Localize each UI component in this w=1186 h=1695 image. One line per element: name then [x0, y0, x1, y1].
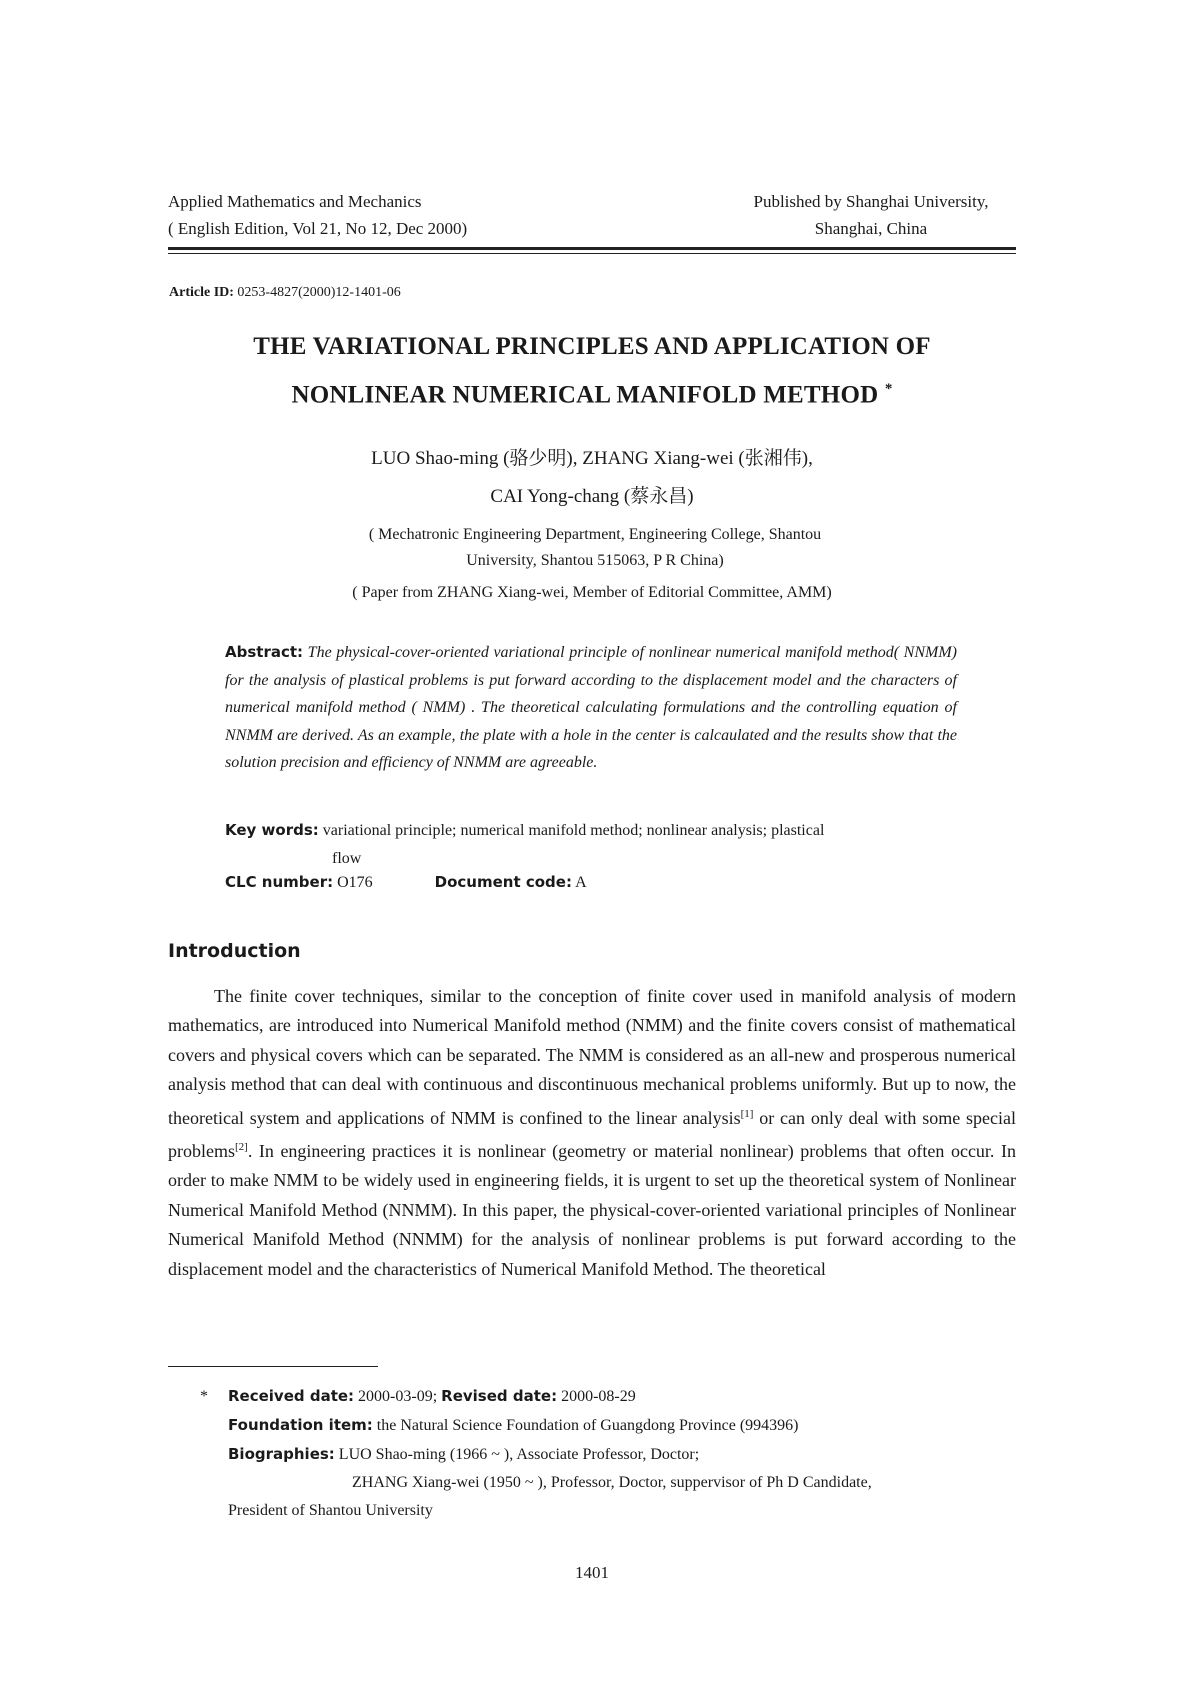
footnote-star: *: [200, 1388, 208, 1405]
abstract: [225, 639, 957, 777]
publisher-location: Shanghai, China: [814, 219, 928, 238]
footnote: [200, 1382, 1016, 1525]
authors-line-1: LUO Shao-ming (骆少明), ZHANG Xiang-wei (张湘伟),: [371, 448, 813, 469]
keywords-line-2: flow: [332, 850, 362, 867]
header-rule-thin: [168, 253, 1016, 254]
paper-title: [168, 325, 1016, 416]
intro-text-part-2: or can only deal with some special problems: [168, 1107, 1016, 1162]
keywords-line-1: variational principle; numerical manifold method; nonlinear analysis; plastical: [322, 822, 825, 839]
title-line-2: NONLINEAR NUMERICAL MANIFOLD METHOD: [291, 381, 879, 409]
citation-2: [2]: [235, 1141, 248, 1154]
authors-line-2: CAI Yong-chang (蔡永昌): [490, 486, 694, 507]
article-id-label: Article ID:: [169, 285, 234, 300]
section-heading-introduction: Introduction: [168, 940, 301, 962]
introduction-paragraph: [168, 982, 1016, 1284]
revised-label: Revised date:: [441, 1387, 558, 1405]
received-label: Received date:: [228, 1387, 355, 1405]
author-list: [168, 440, 1016, 516]
keywords-label: Key words:: [225, 821, 319, 839]
intro-text-part-3: . In engineering practices it is nonlinear (geometry or material nonlinear) problems that often occur. In order to make NMM to be widely used in engineering fields, it is urgent to set up the theoretical system of Nonlinear Numerical Manifold Method (NNMM). In this paper, the physical-cover-oriented variational principles of Nonlinear Numerical Manifold Method (NNMM) for the analysis of nonlinear problems is put forward according to the displacement model and the characteristics of Numerical Manifold Method. The theoretical: [168, 1141, 1016, 1279]
classification: [225, 873, 587, 892]
page-number: 1401: [575, 1563, 609, 1582]
affiliation-line-2: University, Shantou 515063, P R China): [466, 552, 724, 569]
footnote-rule: [168, 1366, 378, 1367]
journal-name: Applied Mathematics and Mechanics: [168, 192, 422, 211]
title-line-1: THE VARIATIONAL PRINCIPLES AND APPLICATION OF: [253, 333, 931, 360]
document-code-label: Document code:: [434, 873, 572, 891]
intro-text-part-1: The finite cover techniques, similar to the conception of finite cover used in manifold analysis of modern mathematics, are introduced into Numerical Manifold method (NMM) and the finite covers consist of mathematical covers and physical covers which can be separated. The NMM is considered as an all-new and prosperous numerical analysis method that can deal with continuous and discontinuous mechanical problems uniformly. But up to now, the theoretical system and applications of NMM is confined to the linear analysis: [168, 986, 1016, 1128]
received-date: 2000-03-09;: [358, 1388, 438, 1405]
clc-label: CLC number:: [225, 873, 334, 891]
introduction-body: [168, 982, 1016, 1284]
foundation-text: the Natural Science Foundation of Guangdong Province (994396): [376, 1417, 799, 1434]
journal-issue: ( English Edition, Vol 21, No 12, Dec 2000): [168, 219, 468, 238]
affiliation-line-1: ( Mechatronic Engineering Department, Engineering College, Shantou: [368, 526, 822, 543]
biography-2: ZHANG Xiang-wei (1950 ~ ), Professor, Doctor, suppervisor of Ph D Candidate,: [352, 1474, 872, 1491]
biography-1: LUO Shao-ming (1966 ~ ), Associate Professor, Doctor;: [338, 1446, 700, 1463]
document-code-value: A: [575, 874, 587, 891]
abstract-text: The physical-cover-oriented variational principle of nonlinear numerical manifold method( NNMM) for the analysis of plastical problems is put forward according to the displacement model and the characters of numerical manifold method ( NMM) . The theoretical calculating formulations and the controlling equation of NNMM are derived. As an example, the plate with a hole in the center is calcaulated and the results show that the solution precision and efficiency of NNMM are agreeable.: [225, 644, 957, 772]
foundation-label: Foundation item:: [228, 1416, 373, 1434]
paper-from: ( Paper from ZHANG Xiang-wei, Member of Editorial Committee, AMM): [352, 584, 832, 601]
revised-date: 2000-08-29: [561, 1388, 636, 1405]
article-id-value: 0253-4827(2000)12-1401-06: [237, 285, 401, 300]
header-rule-thick: [168, 247, 1016, 250]
title-footnote-mark: *: [884, 381, 893, 397]
publisher-header: [726, 188, 1016, 242]
publisher-name: Published by Shanghai University,: [753, 192, 989, 211]
citation-1: [1]: [740, 1107, 754, 1120]
affiliation: [290, 522, 900, 574]
clc-value: O176: [337, 874, 373, 891]
article-id: [169, 285, 401, 301]
biographies-label: Biographies:: [228, 1445, 335, 1463]
biography-3: President of Shantou University: [228, 1502, 433, 1519]
abstract-label: Abstract:: [225, 643, 304, 661]
journal-header: [168, 188, 467, 242]
keywords: [225, 816, 957, 873]
